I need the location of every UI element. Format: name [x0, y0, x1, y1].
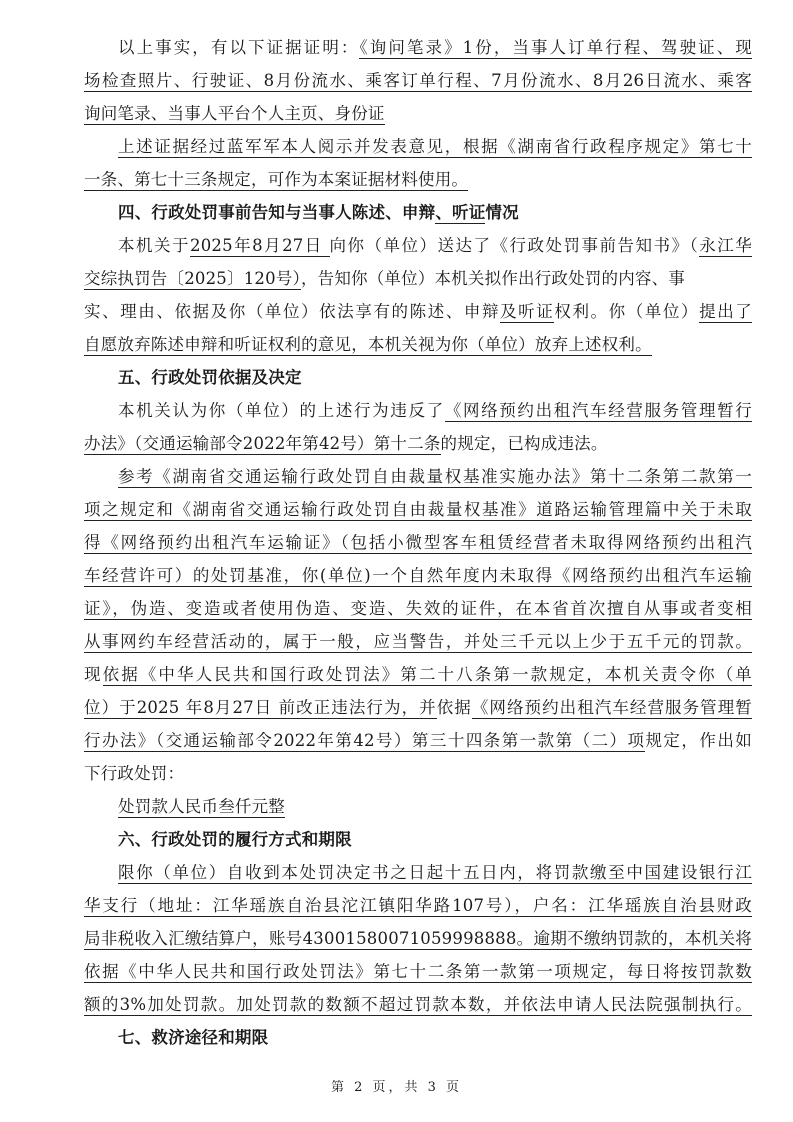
section-4-line-3: [84, 300, 752, 324]
text: 本机关于: [118, 236, 190, 255]
section-4-line-2: [84, 267, 752, 291]
underlined-text: 询问笔录、当事人平台个人主页、身份证: [84, 104, 385, 123]
section-6-line-2: [84, 894, 752, 918]
evidence-line-3: [84, 102, 752, 126]
underlined-text: 车经营许可）的处罚基准，你(单位)一个自然年度内未取得《网络预约出租汽车运输: [84, 566, 752, 585]
section-5-p2-line-1: [118, 465, 752, 489]
page-number: 第 2 页，共 3 页: [330, 1080, 463, 1095]
section-5-p2-line-3: [84, 531, 752, 555]
underlined-text: 一条、第七十三条规定，可作为本案证据材料使用。: [84, 170, 469, 189]
section-5-p2-line-8: [84, 696, 752, 720]
section-6-line-5: [84, 993, 752, 1017]
underlined-text: 项之规定和《湖南省交通运输行政处罚自由裁量权基准》道路运输管理篇中关于未取: [84, 500, 752, 519]
section-6-line-3: [84, 927, 752, 951]
underlined-text: 行办法》（交通运输部令2022年第42号）第三十四条第一款第（二）项: [84, 731, 646, 750]
penalty-amount: [118, 795, 752, 819]
notice-number: 交综执罚告〔2025〕120号）: [84, 269, 301, 288]
section-4-line-4: [84, 333, 752, 357]
text: 向你（单位）送达了《行政处罚事前告知书》（: [329, 236, 700, 255]
underlined-text: 自愿放弃陈述申辩和听证权利的意见，本机关视为你（单位）放弃上述权利。: [84, 335, 652, 354]
text: 规定，作出如: [645, 731, 752, 750]
heading-text: 情况: [485, 203, 519, 222]
text: 权利。你（单位）: [554, 302, 700, 321]
section-5-p2-line-9: [84, 729, 752, 753]
evidence-line-2: [84, 69, 752, 93]
text: 的规定，已构成违法。: [440, 434, 608, 453]
evidence-review-line-1: [118, 135, 752, 159]
underlined-text: 限你（单位）自收到本处罚决定书之日起十五日内，将罚款缴至中国建设银行江: [118, 863, 752, 882]
section-5-p2-line-6: [84, 630, 752, 654]
evidence-line-1: [118, 36, 752, 60]
section-7-heading: 七、救济途径和期限: [118, 1028, 269, 1047]
underlined-text: 上述证据经过蓝军军本人阅示并发表意见，根据《湖南省行政程序规定》第七十: [118, 137, 752, 156]
underlined-text: 《网络预约出租汽车经营服务管理暂行: [444, 401, 752, 420]
section-5-p1-line-2: [84, 432, 752, 456]
underlined-text: 《网络预约出租汽车经营服务管理暂: [471, 698, 753, 717]
underlined-text: 依据《中华人民共和国行政处罚法》第二十八条第一款规定，本机关责令你（单: [102, 665, 752, 684]
underlined-text: 证》，伪造、变造或者使用伪造、变造、失效的证件，在本省首次擅自从事或者变相: [84, 599, 752, 618]
text: ，告知你（单位）本机关拟作出行政处罚的内容、事: [300, 269, 686, 288]
underlined-text: 办法》（交通运输部令2022年第42号）第十二条: [84, 434, 441, 453]
underlined-text: 额的3%加处罚款。加处罚款的数额不超过罚款本数，并依法申请人民法院强制执行。: [84, 995, 752, 1014]
underlined-text: 提出了: [699, 302, 752, 321]
underlined-text: 参考《湖南省交通运输行政处罚自由裁量权基准实施办法》第十二条第二款第一: [118, 467, 752, 486]
section-6-heading: 六、行政处罚的履行方式和期限: [118, 830, 352, 849]
section-6-line-4: [84, 960, 752, 984]
heading-text: 四、行政处罚事前告知与当事人陈述、申辩: [118, 203, 436, 222]
notice-date: 2025年8月27日: [190, 236, 330, 255]
underlined-text: 从事网约车经营活动的，属于一般，应当警告，并处三千元以上少于五千元的罚款。: [84, 632, 752, 651]
underlined-text: 依据《中华人民共和国行政处罚法》第七十二条第一款第一项规定，每日将按罚款数: [84, 962, 752, 981]
notice-number-part: 永江华: [699, 236, 752, 255]
underlined-text: 华支行（地址：江华瑶族自治县沱江镇阳华路107号），户名：江华瑶族自治县财政: [84, 896, 752, 915]
penalty-text: 处罚款人民币叁仟元整: [118, 797, 285, 816]
evidence-review-line-2: [84, 168, 752, 192]
section-5-heading: 五、行政处罚依据及决定: [118, 368, 302, 387]
section-5-p1-line-1: [118, 399, 752, 423]
section-5-p2-line-4: [84, 564, 752, 588]
section-5-p2-line-2: [84, 498, 752, 522]
section-6-line-1: [118, 861, 752, 885]
underlined-text: 场检查照片、行驶证、8月份流水、乘客订单行程、7月份流水、8月26日流水、乘客: [84, 71, 752, 90]
underlined-text: 及听证: [500, 302, 555, 321]
text: 以上事实，有以下证据证明：: [118, 38, 360, 57]
underlined-text: 得《网络预约出租汽车运输证》（包括小微型客车租赁经营者未取得网络预约出租汽: [84, 533, 752, 552]
heading-underlined: 、听证: [435, 203, 486, 222]
section-4-heading: [118, 201, 786, 225]
underlined-text: 《询问笔录》1份，当事人订单行程、驾驶证、现: [359, 38, 752, 57]
text: 本机关认为你（单位）的上述行为违反了: [118, 401, 445, 420]
section-5-p2-line-7: [84, 663, 752, 687]
section-5-p2-line-10: 下行政处罚：: [84, 764, 185, 783]
correction-deadline: 位）于2025 年8月27日 前改正违法行为，并: [84, 698, 437, 717]
text: 依据: [436, 698, 472, 717]
section-5-p2-line-5: [84, 597, 752, 621]
account-info: 局非税收入汇缴结算户，账号43001580071059998888。逾期不缴纳罚款的，本机关将: [84, 929, 752, 948]
text: 实、理由、依据及你（单位）依法享有的陈述、申辩: [84, 302, 501, 321]
text: 现: [84, 665, 103, 684]
section-4-line-1: [118, 234, 752, 258]
